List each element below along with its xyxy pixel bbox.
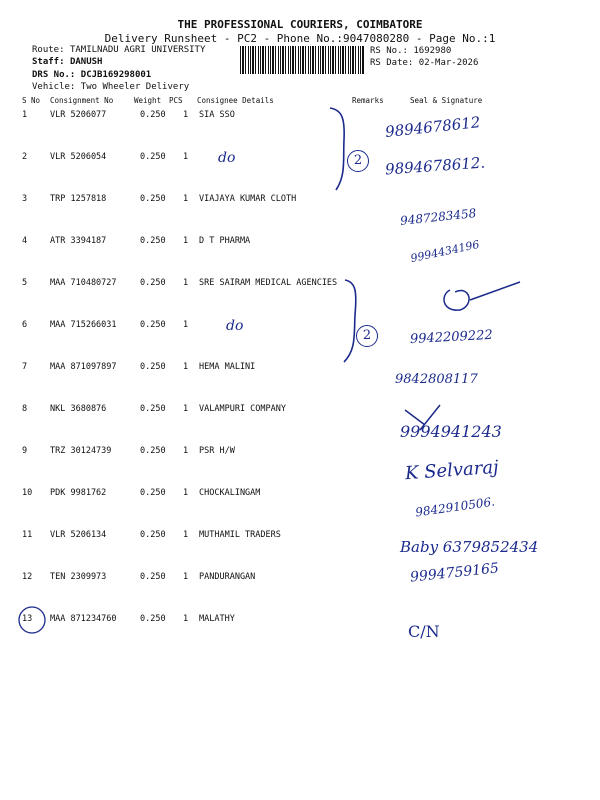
drs-line: DRS No.: DCJB169298001 — [32, 70, 152, 80]
row-pcs: 1 — [183, 530, 189, 540]
vehicle-value: Two Wheeler Delivery — [80, 82, 190, 92]
signature-6: 9942209222 — [409, 327, 494, 348]
row-consignment: TEN 2309973 — [50, 572, 107, 582]
signature-12: 9994759165 — [409, 560, 500, 586]
row-consignee: VALAMPURI COMPANY — [199, 404, 286, 414]
col-pcs: PCS — [169, 96, 183, 105]
row-sno: 5 — [22, 278, 28, 288]
row-consignment: VLR 5206054 — [50, 152, 107, 162]
row-consignee: SIA SSO — [199, 110, 235, 120]
row-pcs: 1 — [183, 362, 189, 372]
signature-1: 9894678612 — [384, 113, 482, 141]
row-consignment: MAA 871234760 — [50, 614, 117, 624]
row-weight: 0.250 — [140, 614, 166, 624]
signature-8: 9994941243 — [400, 422, 502, 441]
signature-9: K Selvaraj — [404, 456, 500, 485]
row-weight: 0.250 — [140, 152, 166, 162]
row-weight: 0.250 — [140, 446, 166, 456]
row-consignment: PDK 9981762 — [50, 488, 107, 498]
staff-line: Staff: DANUSH — [32, 57, 103, 67]
row-consignment: MAA 715266031 — [50, 320, 117, 330]
row-consignment: MAA 871097897 — [50, 362, 117, 372]
runsheet-subtitle: Delivery Runsheet - PC2 - Phone No.:9047080280 - Page No.:1 — [104, 32, 496, 45]
row-consignee: VIAJAYA KUMAR CLOTH — [199, 194, 297, 204]
row-sno: 7 — [22, 362, 28, 372]
row-pcs: 1 — [183, 572, 189, 582]
route-value: TAMILNADU AGRI UNIVERSITY — [69, 45, 206, 55]
row-consignee: HEMA MALINI — [199, 362, 256, 372]
col-sno: S No — [22, 96, 41, 105]
row-consignee: MALATHY — [199, 614, 235, 624]
ditto-mark: do — [226, 318, 244, 334]
row-pcs: 1 — [183, 236, 189, 246]
count-circle: 2 — [356, 325, 378, 347]
row-13-circle — [19, 607, 45, 633]
signature-3: 9487283458 — [399, 206, 477, 228]
row-sno: 12 — [22, 572, 33, 582]
ditto-mark: do — [218, 150, 236, 166]
row-consignment: VLR 5206134 — [50, 530, 107, 540]
count-circle: 2 — [347, 150, 369, 172]
row-pcs: 1 — [183, 446, 189, 456]
row-consignee: PSR H/W — [199, 446, 235, 456]
row-sno: 4 — [22, 236, 28, 246]
row-consignee: SRE SAIRAM MEDICAL AGENCIES — [199, 278, 338, 288]
row-pcs: 1 — [183, 488, 189, 498]
staff-value: DANUSH — [69, 57, 103, 67]
row-weight: 0.250 — [140, 236, 166, 246]
row-weight: 0.250 — [140, 194, 166, 204]
row-weight: 0.250 — [140, 320, 166, 330]
row-sno: 6 — [22, 320, 28, 330]
row-weight: 0.250 — [140, 278, 166, 288]
row-consignment: NKL 3680876 — [50, 404, 107, 414]
row-sno: 8 — [22, 404, 28, 414]
row-sno: 10 — [22, 488, 33, 498]
row-pcs: 1 — [183, 614, 189, 624]
signature-7: 9842808117 — [395, 372, 478, 387]
row-weight: 0.250 — [140, 110, 166, 120]
row-sno: 11 — [22, 530, 33, 540]
row-consignee: PANDURANGAN — [199, 572, 256, 582]
signature-4: 9994434196 — [409, 237, 481, 266]
row-consignee: MUTHAMIL TRADERS — [199, 530, 281, 540]
row-pcs: 1 — [183, 278, 189, 288]
col-remarks: Remarks — [352, 96, 384, 105]
rs-no-value: 1692980 — [413, 46, 452, 56]
row-pcs: 1 — [183, 194, 189, 204]
row-consignment: MAA 710480727 — [50, 278, 117, 288]
row-consignment: ATR 3394187 — [50, 236, 107, 246]
signature-13: C/N — [408, 622, 440, 641]
row-weight: 0.250 — [140, 404, 166, 414]
signature-2: 9894678612. — [384, 153, 486, 179]
row-sno: 9 — [22, 446, 28, 456]
row-weight: 0.250 — [140, 530, 166, 540]
row-weight: 0.250 — [140, 572, 166, 582]
row-pcs: 1 — [183, 320, 189, 330]
rs-no-line: RS No.: 1692980 — [370, 46, 452, 56]
drs-value: DCJB169298001 — [80, 70, 152, 80]
row-consignment: TRZ 30124739 — [50, 446, 112, 456]
col-seal: Seal & Signature — [410, 96, 483, 105]
signature-11: Baby 6379852434 — [400, 538, 539, 556]
row-pcs: 1 — [183, 152, 189, 162]
row-consignment: VLR 5206077 — [50, 110, 107, 120]
row-weight: 0.250 — [140, 362, 166, 372]
row-consignment: TRP 1257818 — [50, 194, 107, 204]
rs-date-line: RS Date: 02-Mar-2026 — [370, 58, 479, 68]
row-sno: 2 — [22, 152, 28, 162]
row-sno: 3 — [22, 194, 28, 204]
signature-10: 9842910506. — [414, 494, 496, 520]
rs-date-value: 02-Mar-2026 — [418, 58, 479, 68]
col-weight: Weight — [134, 96, 162, 105]
row-pcs: 1 — [183, 110, 189, 120]
col-consignee: Consignee Details — [197, 96, 274, 105]
row-pcs: 1 — [183, 404, 189, 414]
vehicle-line: Vehicle: Two Wheeler Delivery — [32, 82, 190, 92]
col-consignment: Consignment No — [50, 96, 114, 105]
row-consignee: D T PHARMA — [199, 236, 251, 246]
row-weight: 0.250 — [140, 488, 166, 498]
row-consignee: CHOCKALINGAM — [199, 488, 261, 498]
row-sno: 13 — [22, 614, 33, 624]
row-sno: 1 — [22, 110, 28, 120]
route-line: Route: TAMILNADU AGRI UNIVERSITY — [32, 45, 206, 55]
company-title: THE PROFESSIONAL COURIERS, COIMBATORE — [177, 18, 423, 31]
